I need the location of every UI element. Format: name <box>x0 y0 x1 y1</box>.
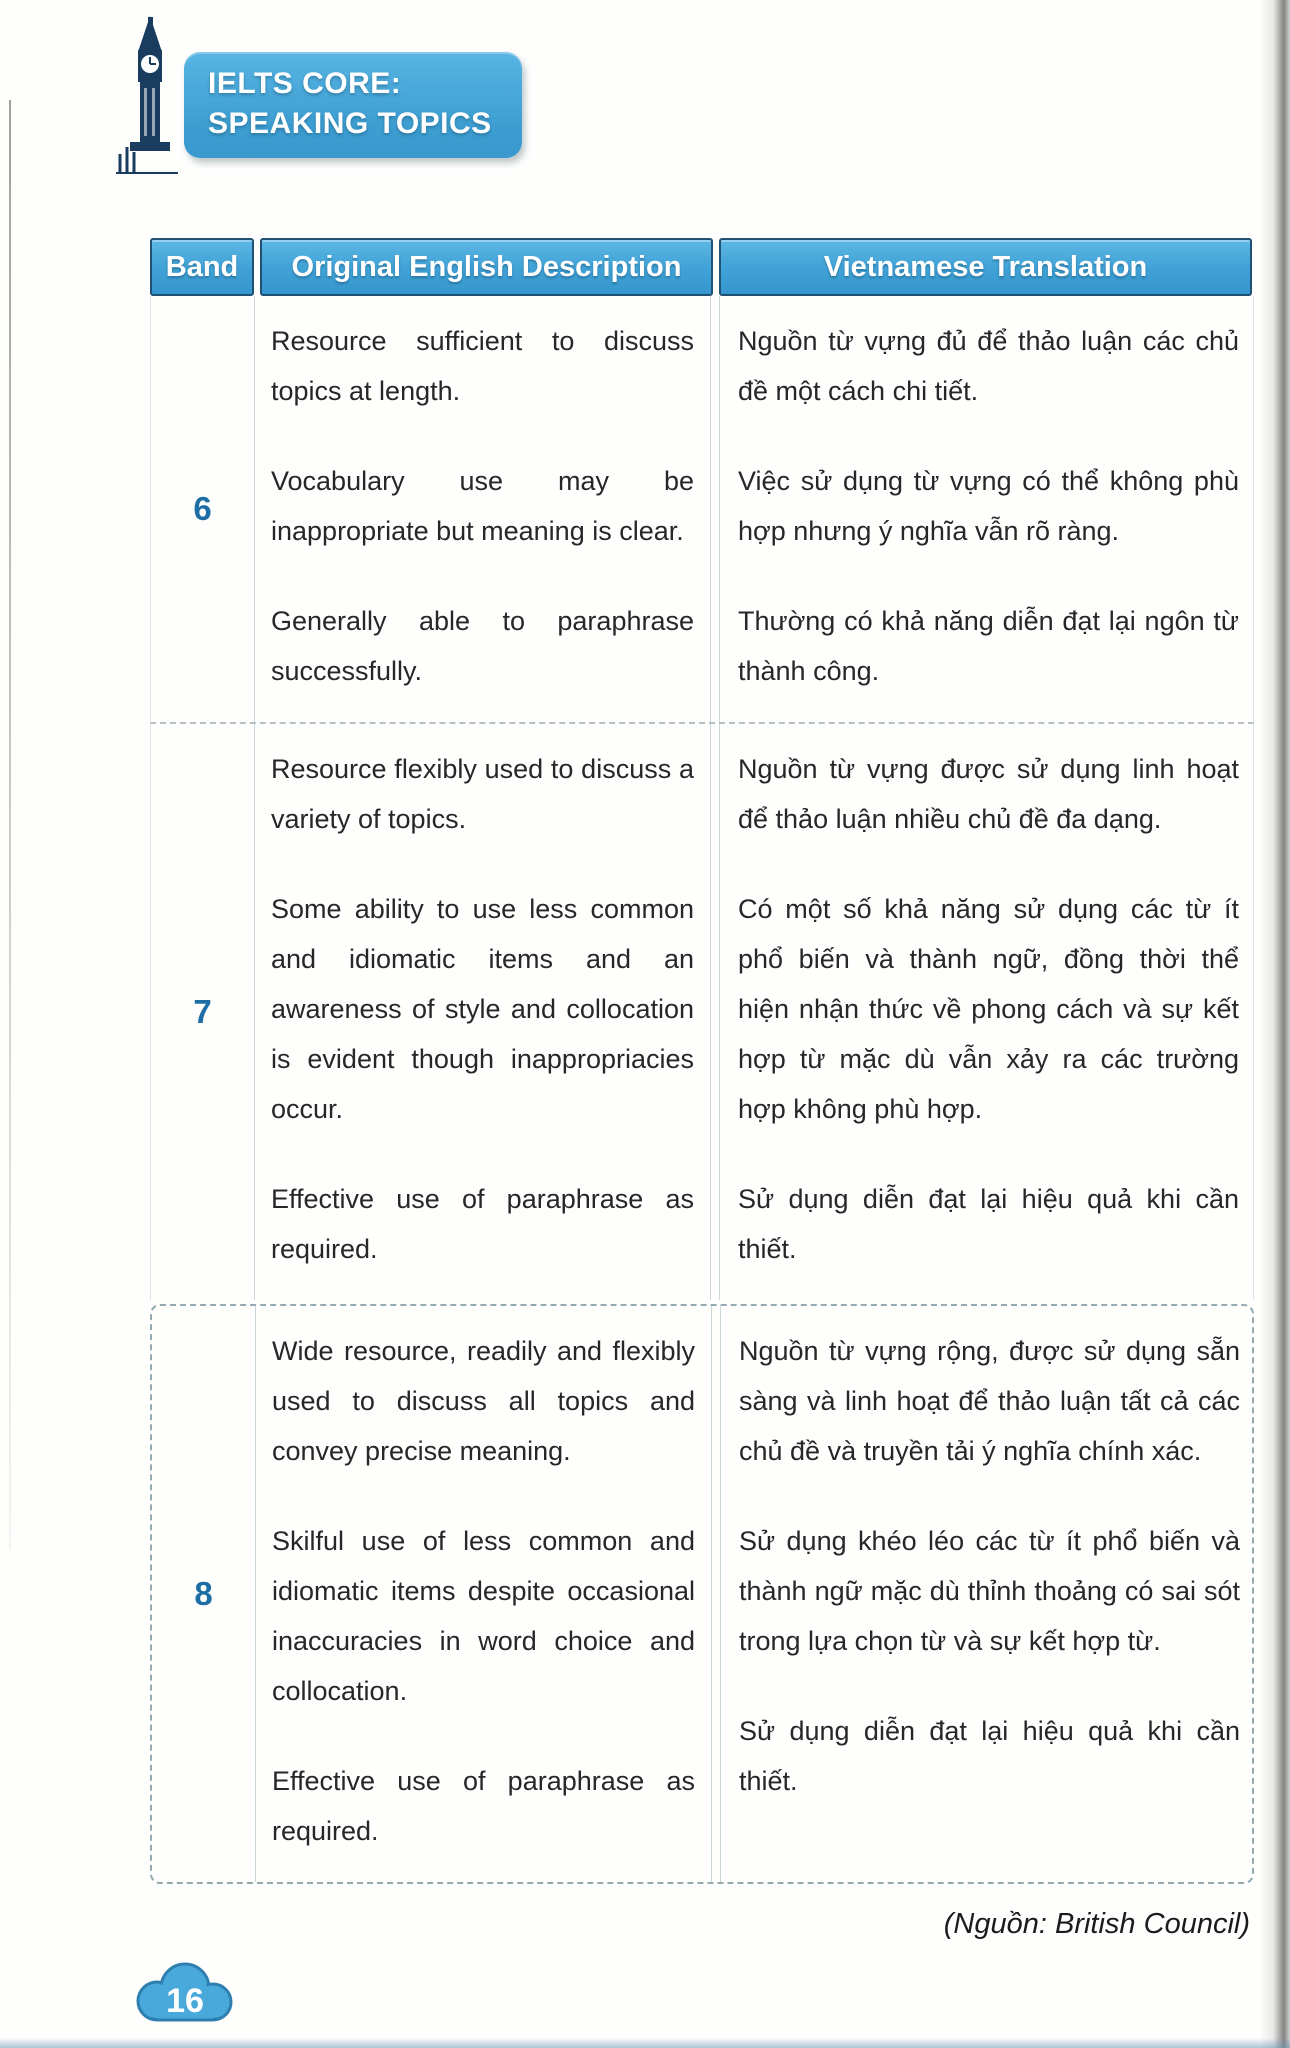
book-logo <box>116 12 522 176</box>
english-paragraph: Resource flexibly used to discuss a variety of topics. <box>271 754 694 834</box>
vietnamese-paragraph: Nguồn từ vựng rộng, được sử dụng sẵn sàng và linh hoạt để thảo luận tất cả các chủ đề và truyền tải ý nghĩa chính xác. <box>739 1336 1240 1466</box>
band-6-vietnamese-cell <box>719 296 1255 722</box>
vietnamese-paragraph: Có một số khả năng sử dụng các từ ít phổ biến và thành ngữ, đồng thời thể hiện nhận thức về phong cách và sự kết hợp từ mặc dù vẫn xảy ra các trường hợp không phù hợp. <box>738 894 1239 1124</box>
band-8-english-cell <box>256 1306 712 1882</box>
band-descriptor-table <box>150 238 1254 1941</box>
page-edge-bottom <box>0 2038 1290 2048</box>
band-8-vietnamese-cell <box>720 1306 1254 1882</box>
english-paragraph: Effective use of paraphrase as required. <box>272 1766 695 1846</box>
vietnamese-paragraph: Sử dụng diễn đạt lại hiệu quả khi cần thiết. <box>738 1184 1239 1264</box>
header-band: Band <box>150 238 254 296</box>
header-english-description: Original English Description <box>260 238 713 296</box>
vietnamese-paragraph: Thường có khả năng diễn đạt lại ngôn từ thành công. <box>738 606 1239 686</box>
column-gap <box>711 296 719 722</box>
english-paragraph: Vocabulary use may be inappropriate but meaning is clear. <box>271 466 694 546</box>
logo-title-line1: IELTS CORE: <box>208 67 402 100</box>
band-8-dashed-outline <box>150 1304 1254 1884</box>
band-8-label: 8 <box>152 1306 256 1882</box>
english-paragraph: Some ability to use less common and idiomatic items and an awareness of style and collocation is evident though inappropriacies occur. <box>271 894 694 1124</box>
vietnamese-paragraph: Nguồn từ vựng đủ để thảo luận các chủ đề một cách chi tiết. <box>738 326 1239 406</box>
page-edge-right <box>1260 0 1290 2048</box>
vietnamese-paragraph: Việc sử dụng từ vựng có thể không phù hợp nhưng ý nghĩa vẫn rõ ràng. <box>738 466 1239 546</box>
logo-title-line2: SPEAKING TOPICS <box>208 106 492 140</box>
page-edge-left <box>9 100 11 1550</box>
band-7-english-cell <box>255 724 711 1300</box>
english-paragraph: Wide resource, readily and flexibly used to discuss all topics and convey precise meaning. <box>272 1336 695 1466</box>
vietnamese-paragraph: Sử dụng diễn đạt lại hiệu quả khi cần thiết. <box>739 1716 1240 1796</box>
band-6-english-cell <box>255 296 711 722</box>
band-8-section <box>152 1306 1252 1882</box>
band-7-vietnamese-cell <box>719 724 1255 1300</box>
page-number-cloud <box>126 1956 244 2032</box>
band-6-label: 6 <box>151 296 255 722</box>
vietnamese-paragraph: Nguồn từ vựng được sử dụng linh hoạt để thảo luận nhiều chủ đề đa dạng. <box>738 754 1239 834</box>
band-7-label: 7 <box>151 724 255 1300</box>
column-gap <box>712 1306 720 1882</box>
big-ben-icon <box>116 16 188 176</box>
english-paragraph: Generally able to paraphrase successfully. <box>271 606 694 686</box>
header-vietnamese-translation: Vietnamese Translation <box>719 238 1252 296</box>
vietnamese-paragraph: Sử dụng khéo léo các từ ít phổ biến và thành ngữ mặc dù thỉnh thoảng có sai sót trong lựa chọn từ và sự kết hợp từ. <box>739 1526 1240 1656</box>
english-paragraph: Resource sufficient to discuss topics at length. <box>271 326 694 406</box>
table-header-row <box>150 238 1254 296</box>
logo-badge <box>184 52 522 158</box>
source-attribution: (Nguồn: British Council) <box>943 1908 1250 1940</box>
band-7-section <box>150 722 1254 1300</box>
band-6-section <box>150 296 1254 722</box>
page-number: 16 <box>166 1982 204 2020</box>
english-paragraph: Effective use of paraphrase as required. <box>271 1184 694 1264</box>
english-paragraph: Skilful use of less common and idiomatic items despite occasional inaccuracies in word choice and collocation. <box>272 1526 695 1706</box>
column-gap <box>711 724 719 1300</box>
